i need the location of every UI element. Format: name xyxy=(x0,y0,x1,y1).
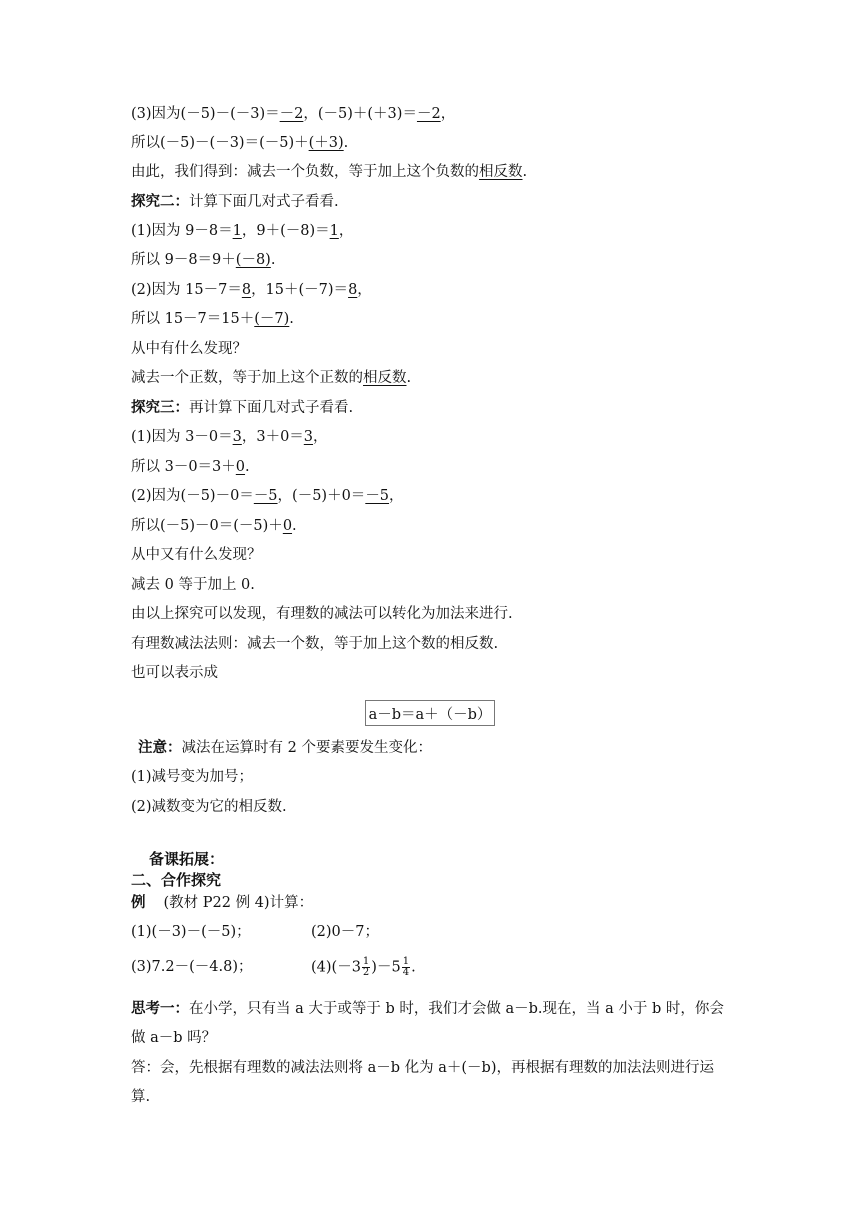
note-item-2: (2)减数变为它的相反数. xyxy=(131,799,287,815)
fraction-one-quarter: $\frac{1}{4}$ xyxy=(402,956,410,978)
explore2-line1a: (1)因为 9－8＝1，9＋(－8)＝1， xyxy=(131,223,354,239)
explore3-line2b: 所以(－5)－0＝(－5)＋0. xyxy=(131,518,297,534)
answer-line-2: 算. xyxy=(131,1089,151,1105)
answer-blank: －5 xyxy=(365,488,390,504)
answer-line-1: 答：会，先根据有理数的减法法则将 a－b 化为 a＋(－b)，再根据有理数的加法法则进行运 xyxy=(131,1060,714,1076)
problem-4: (4)(－3 $\frac{1}{2}$ )－5 $\frac{1}{4}$ . xyxy=(311,956,416,978)
answer-blank: 0 xyxy=(235,459,246,475)
explore3-line1b: 所以 3－0＝3＋0. xyxy=(131,459,250,475)
think-label: 思考一： xyxy=(131,1000,189,1017)
section-heading: 二、合作探究 xyxy=(131,871,222,889)
explore2-title: 探究二：计算下面几对式子看看. xyxy=(131,193,339,210)
explore1-line3b: 所以(－5)－(－3)＝(－5)＋(＋3). xyxy=(131,135,349,151)
note-item-1: (1)减号变为加号； xyxy=(131,769,254,785)
think-line-1: 思考一：在小学，只有当 a 大于或等于 b 时，我们才会做 a－b.现在，当 a 小于 b 时，你会 xyxy=(131,1000,724,1017)
note-label: 注意： xyxy=(138,739,182,756)
answer-blank: 1 xyxy=(232,223,242,239)
answer-blank: －2 xyxy=(279,106,304,122)
explore1-line3a: (3)因为(－5)－(－3)＝－2，(－5)＋(＋3)＝－2， xyxy=(131,106,456,122)
explore2-question: 从中有什么发现？ xyxy=(131,341,247,357)
explore3-title: 探究三：再计算下面几对式子看看. xyxy=(131,399,354,416)
formula-box: a－b＝a＋（－b） xyxy=(365,700,495,726)
explore3-question: 从中又有什么发现？ xyxy=(131,547,262,563)
summary-line: 由以上探究可以发现，有理数的减法可以转化为加法来进行. xyxy=(131,606,513,622)
answer-blank: 0 xyxy=(282,518,293,534)
fraction-one-half: $\frac{1}{2}$ xyxy=(362,956,370,978)
answer-blank: 8 xyxy=(241,282,252,298)
answer-blank: 相反数 xyxy=(479,164,523,180)
example-label: 例 xyxy=(131,894,146,911)
explore2-line2b: 所以 15－7＝15＋(－7). xyxy=(131,311,294,327)
explore2-line2a: (2)因为 15－7＝8，15＋(－7)＝8， xyxy=(131,282,372,298)
answer-blank: (－8) xyxy=(235,252,271,268)
explore2-conclusion: 减去一个正数，等于加上这个正数的相反数. xyxy=(131,370,412,386)
problem-1: (1)(－3)－(－5)； xyxy=(131,924,251,940)
section-label: 探究二： xyxy=(131,193,189,210)
answer-blank: 3 xyxy=(303,429,314,445)
answer-blank: 相反数 xyxy=(363,370,407,386)
note-line: 注意：减法在运算时有 2 个要素要发生变化： xyxy=(138,739,432,756)
problem-3: (3)7.2－(－4.8)； xyxy=(131,959,253,975)
summary-also: 也可以表示成 xyxy=(131,665,218,681)
example-line: 例 (教材 P22 例 4)计算： xyxy=(131,894,314,911)
explore3-line1a: (1)因为 3－0＝3，3＋0＝3， xyxy=(131,429,328,445)
answer-blank: －2 xyxy=(416,106,441,122)
explore1-conclusion: 由此，我们得到：减去一个负数，等于加上这个负数的相反数. xyxy=(131,164,528,180)
explore3-line2a: (2)因为(－5)－0＝－5，(－5)＋0＝－5， xyxy=(131,488,404,504)
think-line-2: 做 a－b 吗？ xyxy=(131,1030,217,1046)
explore3-conclusion: 减去 0 等于加上 0. xyxy=(131,577,255,593)
extension-heading: 备课拓展： xyxy=(149,850,225,868)
answer-blank: 1 xyxy=(329,223,339,239)
section-label: 探究三： xyxy=(131,399,189,416)
answer-blank: 8 xyxy=(348,282,358,298)
answer-blank: (＋3) xyxy=(308,135,344,151)
subtraction-rule: 有理数减法法则：减去一个数，等于加上这个数的相反数. xyxy=(131,636,499,652)
answer-blank: 3 xyxy=(232,429,242,445)
answer-blank: －5 xyxy=(253,488,278,504)
problem-2: (2)0－7； xyxy=(311,924,379,940)
answer-blank: (－7) xyxy=(254,311,290,327)
explore2-line1b: 所以 9－8＝9＋(－8). xyxy=(131,252,276,268)
